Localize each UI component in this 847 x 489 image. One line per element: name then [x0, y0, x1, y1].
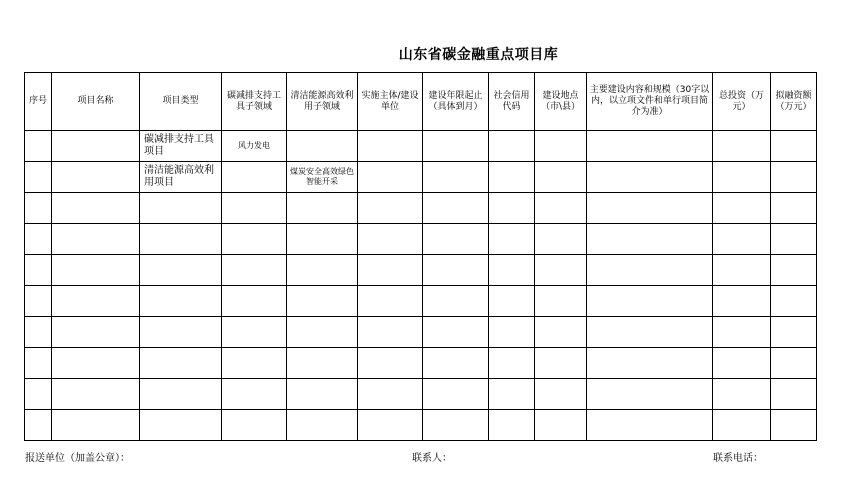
table-row	[25, 286, 817, 317]
table-cell[interactable]: 煤炭安全高效绿色智能开采	[287, 162, 358, 193]
header-cell: 建设地点（市\县）	[535, 73, 587, 131]
table-cell[interactable]	[535, 348, 587, 379]
table-cell[interactable]	[358, 379, 423, 410]
table-cell[interactable]	[52, 131, 140, 162]
table-cell[interactable]	[52, 379, 140, 410]
table-cell[interactable]	[287, 224, 358, 255]
table-cell[interactable]	[25, 224, 52, 255]
table-row	[25, 317, 817, 348]
footer-contact-label: 联系人：	[412, 453, 452, 464]
table-cell[interactable]	[423, 379, 489, 410]
table-cell[interactable]	[140, 379, 222, 410]
table-cell[interactable]	[52, 317, 140, 348]
table-cell[interactable]: 清洁能源高效利用项目	[140, 162, 222, 193]
table-cell[interactable]	[423, 224, 489, 255]
table-cell[interactable]	[587, 224, 713, 255]
table-cell[interactable]	[713, 162, 771, 193]
header-cell: 主要建设内容和规模（30字以内，以立项文件和单行项目简介为准）	[587, 73, 713, 131]
table-row	[25, 193, 817, 224]
table-cell[interactable]	[771, 131, 817, 162]
table-cell[interactable]	[287, 286, 358, 317]
table-cell[interactable]	[713, 410, 771, 441]
table-cell[interactable]	[358, 410, 423, 441]
page-title	[0, 44, 847, 64]
table-cell[interactable]	[587, 255, 713, 286]
table-cell[interactable]	[140, 224, 222, 255]
table-cell[interactable]	[358, 348, 423, 379]
table-cell[interactable]	[713, 193, 771, 224]
table-row	[25, 255, 817, 286]
table-cell[interactable]	[25, 317, 52, 348]
table-cell[interactable]	[489, 255, 535, 286]
table-cell[interactable]: 风力发电	[222, 131, 287, 162]
table-cell[interactable]	[25, 162, 52, 193]
table-cell[interactable]	[423, 410, 489, 441]
table-cell[interactable]	[771, 193, 817, 224]
table-cell[interactable]	[423, 286, 489, 317]
table-cell[interactable]	[25, 348, 52, 379]
table-row	[25, 410, 817, 441]
header-cell: 项目名称	[52, 73, 140, 131]
header-cell: 社会信用代码	[489, 73, 535, 131]
table-cell[interactable]	[222, 193, 287, 224]
table-cell[interactable]	[587, 410, 713, 441]
table-cell[interactable]	[423, 348, 489, 379]
table-cell[interactable]	[52, 224, 140, 255]
table-cell[interactable]	[423, 193, 489, 224]
table-cell[interactable]	[423, 162, 489, 193]
table-cell[interactable]	[52, 255, 140, 286]
table-cell[interactable]	[587, 162, 713, 193]
table-cell[interactable]	[52, 193, 140, 224]
table-cell[interactable]	[358, 162, 423, 193]
table-cell[interactable]	[489, 286, 535, 317]
table-cell[interactable]	[140, 348, 222, 379]
table-cell[interactable]	[140, 193, 222, 224]
table-cell[interactable]	[771, 286, 817, 317]
title-text: 山东省碳金融重点项目库	[398, 47, 559, 63]
table-cell[interactable]	[287, 379, 358, 410]
table-cell[interactable]	[587, 131, 713, 162]
project-table	[24, 72, 817, 441]
table-cell[interactable]	[489, 348, 535, 379]
table-cell[interactable]	[358, 193, 423, 224]
table-cell[interactable]	[140, 286, 222, 317]
header-cell: 实施主体/建设单位	[358, 73, 423, 131]
table-cell[interactable]	[489, 379, 535, 410]
table-cell[interactable]	[535, 379, 587, 410]
table-cell[interactable]	[423, 317, 489, 348]
table-cell[interactable]	[713, 255, 771, 286]
table-cell[interactable]	[287, 348, 358, 379]
table-cell[interactable]	[713, 348, 771, 379]
table-cell[interactable]	[535, 317, 587, 348]
table-cell[interactable]	[140, 255, 222, 286]
table-cell[interactable]	[52, 410, 140, 441]
header-cell: 碳减排支持工具子领域	[222, 73, 287, 131]
table-cell[interactable]	[771, 317, 817, 348]
table-cell[interactable]	[222, 224, 287, 255]
table-cell[interactable]	[535, 162, 587, 193]
table-cell[interactable]	[287, 131, 358, 162]
header-cell: 拟融资额（万元）	[771, 73, 817, 131]
table-row	[25, 162, 817, 193]
table-cell[interactable]	[423, 131, 489, 162]
table-cell[interactable]	[287, 193, 358, 224]
table-cell[interactable]	[287, 255, 358, 286]
table-cell[interactable]	[52, 348, 140, 379]
table-cell[interactable]	[222, 162, 287, 193]
table-cell[interactable]	[140, 317, 222, 348]
table-cell[interactable]	[771, 255, 817, 286]
header-cell: 项目类型	[140, 73, 222, 131]
footer-unit-label: 报送单位（加盖公章）：	[25, 453, 130, 464]
table-cell[interactable]	[222, 317, 287, 348]
table-row	[25, 348, 817, 379]
table-cell[interactable]	[222, 286, 287, 317]
header-cell: 清洁能源高效利用子领域	[287, 73, 358, 131]
table-cell[interactable]	[222, 255, 287, 286]
table-cell[interactable]	[25, 410, 52, 441]
table-cell[interactable]	[423, 255, 489, 286]
table-cell[interactable]	[587, 193, 713, 224]
table-cell[interactable]	[25, 286, 52, 317]
table-row	[25, 224, 817, 255]
table-cell[interactable]	[489, 131, 535, 162]
table-cell[interactable]	[222, 410, 287, 441]
table-cell[interactable]	[713, 286, 771, 317]
table-cell[interactable]	[489, 410, 535, 441]
table-body	[25, 131, 817, 441]
table-cell[interactable]	[52, 286, 140, 317]
table-cell[interactable]	[771, 224, 817, 255]
header-row	[25, 73, 817, 131]
table-cell[interactable]	[713, 317, 771, 348]
header-cell: 序号	[25, 73, 52, 131]
table-cell[interactable]	[140, 410, 222, 441]
table-cell[interactable]	[771, 162, 817, 193]
table-cell[interactable]: 碳减排支持工具项目	[140, 131, 222, 162]
table-cell[interactable]	[358, 286, 423, 317]
table-cell[interactable]	[535, 286, 587, 317]
table-cell[interactable]	[25, 193, 52, 224]
table-cell[interactable]	[535, 224, 587, 255]
table-cell[interactable]	[358, 131, 423, 162]
table-cell[interactable]	[222, 379, 287, 410]
table-cell[interactable]	[771, 410, 817, 441]
table-cell[interactable]	[358, 317, 423, 348]
table-cell[interactable]	[587, 379, 713, 410]
table-row	[25, 379, 817, 410]
table-cell[interactable]	[713, 131, 771, 162]
table-cell[interactable]	[222, 348, 287, 379]
table-cell[interactable]	[489, 317, 535, 348]
table-cell[interactable]	[535, 131, 587, 162]
table-cell[interactable]	[713, 379, 771, 410]
footer-phone-label: 联系电话：	[713, 453, 763, 464]
table-cell[interactable]	[489, 162, 535, 193]
table-cell[interactable]	[535, 410, 587, 441]
header-cell: 总投资（万元）	[713, 73, 771, 131]
table-cell[interactable]	[25, 131, 52, 162]
table-cell[interactable]	[358, 224, 423, 255]
table-cell[interactable]	[489, 193, 535, 224]
table-cell[interactable]	[587, 348, 713, 379]
table-cell[interactable]	[489, 224, 535, 255]
table-cell[interactable]	[535, 255, 587, 286]
table-cell[interactable]	[25, 255, 52, 286]
header-cell: 建设年限起止（具体到月）	[423, 73, 489, 131]
table-cell[interactable]	[713, 224, 771, 255]
table-cell[interactable]	[25, 379, 52, 410]
table-cell[interactable]	[358, 255, 423, 286]
table-cell[interactable]	[287, 410, 358, 441]
table-cell[interactable]	[587, 317, 713, 348]
table-cell[interactable]	[52, 162, 140, 193]
table-cell[interactable]	[587, 286, 713, 317]
table-cell[interactable]	[771, 379, 817, 410]
table-cell[interactable]	[535, 193, 587, 224]
table-cell[interactable]	[287, 317, 358, 348]
table-cell[interactable]	[771, 348, 817, 379]
table-row	[25, 131, 817, 162]
